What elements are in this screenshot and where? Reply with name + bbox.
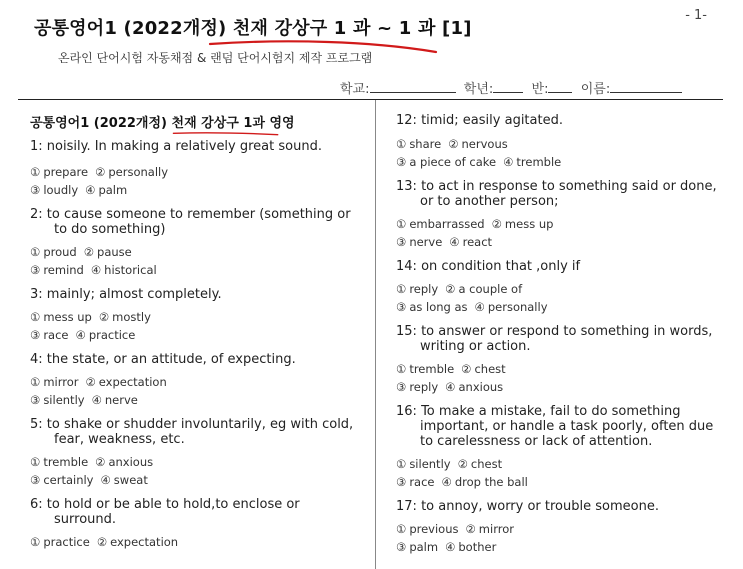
question-2: [30, 207, 365, 279]
option-1[interactable]: ① embarrassed: [396, 217, 485, 231]
question-6: [30, 497, 365, 551]
option-2[interactable]: ② personally: [95, 165, 169, 179]
option-1[interactable]: ① silently: [396, 457, 451, 471]
options: [30, 243, 365, 279]
top-rule: [18, 99, 723, 100]
option-1[interactable]: ① tremble: [30, 455, 89, 469]
option-3[interactable]: ③ nerve: [396, 235, 443, 249]
option-1[interactable]: ① mess up: [30, 310, 92, 324]
question-12: [396, 113, 726, 171]
option-4[interactable]: ④ drop the ball: [441, 475, 528, 489]
option-1[interactable]: ① previous: [396, 522, 459, 536]
option-1[interactable]: ① reply: [396, 282, 439, 296]
question-text: 13: to act in response to something said or done, or to another person;: [396, 179, 717, 209]
option-3[interactable]: ③ reply: [396, 380, 439, 394]
option-3[interactable]: ③ a piece of cake: [396, 155, 497, 169]
school-blank[interactable]: [370, 80, 456, 93]
option-3[interactable]: ③ loudly: [30, 183, 79, 197]
question-13: [396, 179, 726, 251]
option-2[interactable]: ② mess up: [491, 217, 554, 231]
question-text: 16: To make a mistake, fail to do something important, or handle a task poorly, often due to carelessness or lack of attention.: [396, 404, 714, 449]
option-4[interactable]: ④ anxious: [445, 380, 504, 394]
options: [396, 360, 726, 396]
option-4[interactable]: ④ bother: [445, 540, 497, 554]
option-4[interactable]: ④ react: [449, 235, 493, 249]
option-4[interactable]: ④ tremble: [503, 155, 562, 169]
option-1[interactable]: ① share: [396, 137, 442, 151]
options: [396, 520, 726, 556]
option-2[interactable]: ② chest: [457, 457, 503, 471]
question-5: [30, 417, 365, 489]
option-3[interactable]: ③ as long as: [396, 300, 468, 314]
question-text: 5: to shake or shudder involuntarily, eg with cold, fear, weakness, etc.: [30, 417, 354, 447]
option-2[interactable]: ② mostly: [98, 310, 151, 324]
option-3[interactable]: ③ silently: [30, 393, 85, 407]
question-text: 2: to cause someone to remember (something or to do something): [30, 207, 351, 237]
options: [396, 280, 726, 316]
option-2[interactable]: ② a couple of: [445, 282, 523, 296]
option-2[interactable]: ② anxious: [95, 455, 154, 469]
question-text: 14: on condition that ,only if: [396, 259, 581, 274]
question-17: [396, 499, 726, 556]
option-1[interactable]: ① mirror: [30, 375, 79, 389]
option-2[interactable]: ② nervous: [448, 137, 508, 151]
grade-blank[interactable]: [493, 80, 523, 93]
options: [30, 373, 365, 409]
question-text: 1: noisily. In making a relatively great sound.: [30, 139, 322, 154]
subtitle: 온라인 단어시험 자동채점 & 랜덤 단어시험지 제작 프로그램: [58, 51, 373, 65]
name-label: 이름:: [580, 82, 611, 97]
option-4[interactable]: ④ nerve: [91, 393, 138, 407]
option-3[interactable]: ③ palm: [396, 540, 439, 554]
option-2[interactable]: ② chest: [461, 362, 506, 376]
question-14: [396, 259, 726, 316]
option-4[interactable]: ④ personally: [474, 300, 548, 314]
option-3[interactable]: ③ race: [396, 475, 435, 489]
student-info-line: [340, 78, 682, 97]
option-4[interactable]: ④ practice: [75, 328, 136, 342]
right-column: [396, 113, 726, 556]
question-4: [30, 352, 365, 409]
question-3: [30, 287, 365, 344]
section-title: 공통영어1 (2022개정) 천재 강상구 1과 영영: [30, 116, 295, 131]
left-column: [30, 108, 365, 551]
question-text: 3: mainly; almost completely.: [30, 287, 222, 302]
option-3[interactable]: ③ certainly: [30, 473, 94, 487]
option-2[interactable]: ② pause: [83, 245, 132, 259]
page-number: - 1-: [685, 8, 707, 23]
option-4[interactable]: ④ palm: [85, 183, 128, 197]
options: [30, 533, 365, 551]
option-4[interactable]: ④ sweat: [100, 473, 148, 487]
options: [30, 163, 365, 199]
question-text: 6: to hold or be able to hold,to enclose or surround.: [30, 497, 300, 527]
school-label: 학교:: [340, 82, 370, 97]
option-1[interactable]: ① practice: [30, 535, 90, 549]
grade-label: 학년:: [463, 82, 494, 97]
page-title: 공통영어1 (2022개정) 천재 강상구 1 과 ~ 1 과 [1]: [34, 18, 472, 39]
option-1[interactable]: ① proud: [30, 245, 77, 259]
options: [30, 308, 365, 344]
question-text: 15: to answer or respond to something in words, writing or action.: [396, 324, 713, 354]
question-text: 4: the state, or an attitude, of expecting.: [30, 352, 296, 367]
options: [30, 453, 365, 489]
option-2[interactable]: ② mirror: [465, 522, 514, 536]
column-divider: [375, 100, 376, 569]
option-3[interactable]: ③ race: [30, 328, 69, 342]
option-3[interactable]: ③ remind: [30, 263, 84, 277]
option-4[interactable]: ④ historical: [90, 263, 157, 277]
option-1[interactable]: ① prepare: [30, 165, 89, 179]
class-blank[interactable]: [548, 80, 572, 93]
class-label: 반:: [531, 82, 549, 97]
question-text: 12: timid; easily agitated.: [396, 113, 563, 128]
options: [396, 135, 726, 171]
options: [396, 455, 726, 491]
option-2[interactable]: ② expectation: [85, 375, 167, 389]
question-1: [30, 139, 365, 199]
option-1[interactable]: ① tremble: [396, 362, 455, 376]
option-2[interactable]: ② expectation: [96, 535, 179, 549]
question-15: [396, 324, 726, 396]
question-text: 17: to annoy, worry or trouble someone.: [396, 499, 659, 514]
options: [396, 215, 726, 251]
name-blank[interactable]: [610, 80, 682, 93]
question-16: [396, 404, 726, 491]
